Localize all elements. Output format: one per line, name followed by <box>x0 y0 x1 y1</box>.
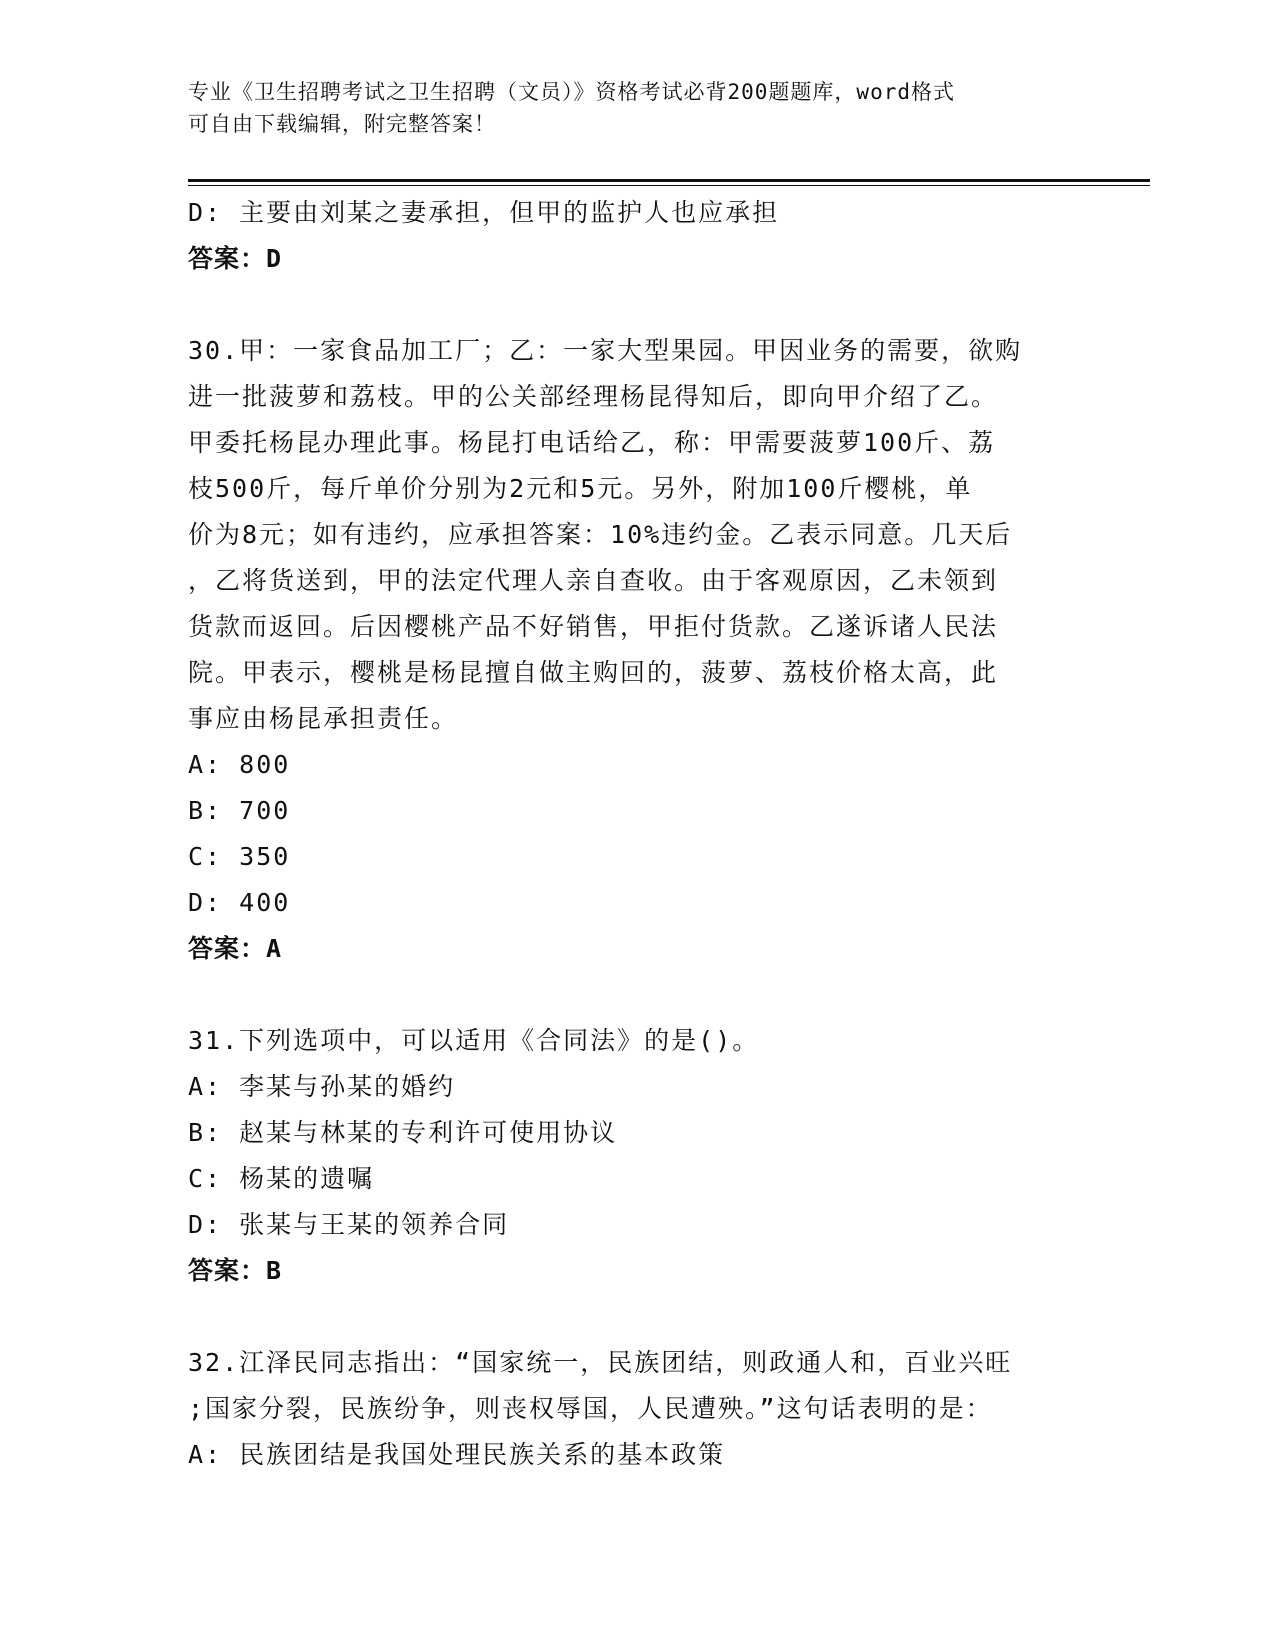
question-32-line: 32.江泽民同志指出：“国家统一，民族团结，则政通人和，百业兴旺 <box>188 1348 1013 1377</box>
spacer <box>188 972 1068 1018</box>
question-30-option-d: D: 400 <box>188 888 291 917</box>
question-content <box>188 190 1068 1478</box>
header-rule-thick <box>188 179 1150 182</box>
question-32-option-a: A: 民族团结是我国处理民族关系的基本政策 <box>188 1440 726 1469</box>
prev-answer: 答案：D <box>188 244 283 273</box>
prev-option-d: D: 主要由刘某之妻承担，但甲的监护人也应承担 <box>188 198 780 227</box>
question-30 <box>188 328 1068 972</box>
question-31-option-a: A: 李某与孙某的婚约 <box>188 1072 456 1101</box>
question-31-option-d: D: 张某与王某的领养合同 <box>188 1210 510 1239</box>
page-header <box>188 76 1068 140</box>
question-30-answer: 答案：A <box>188 934 283 963</box>
header-line-2: 可自由下载编辑，附完整答案！ <box>188 112 496 136</box>
spacer <box>188 1294 1068 1340</box>
question-32-line: ;国家分裂，民族纷争，则丧权辱国，人民遭殃。”这句话表明的是： <box>188 1394 993 1423</box>
question-30-line: 甲委托杨昆办理此事。杨昆打电话给乙，称：甲需要菠萝100斤、荔 <box>188 428 996 457</box>
question-30-line: 枝500斤，每斤单价分别为2元和5元。另外，附加100斤樱桃，单 <box>188 474 973 503</box>
question-30-option-a: A: 800 <box>188 750 291 779</box>
question-30-line: 价为8元；如有违约，应承担答案：10%违约金。乙表示同意。几天后 <box>188 520 1013 549</box>
question-32 <box>188 1340 1068 1478</box>
question-31-option-b: B: 赵某与林某的专利许可使用协议 <box>188 1118 618 1147</box>
question-31-text: 31.下列选项中，可以适用《合同法》的是()。 <box>188 1026 760 1055</box>
spacer <box>188 282 1068 328</box>
question-30-line: 院。甲表示，樱桃是杨昆擅自做主购回的，菠萝、荔枝价格太高，此 <box>188 658 999 687</box>
question-30-line: 30.甲：一家食品加工厂；乙：一家大型果园。甲因业务的需要，欲购 <box>188 336 1023 365</box>
question-31-option-c: C: 杨某的遗嘱 <box>188 1164 375 1193</box>
question-30-line: 货款而返回。后因樱桃产品不好销售，甲拒付货款。乙遂诉诸人民法 <box>188 612 999 641</box>
question-30-line: ，乙将货送到，甲的法定代理人亲自查收。由于客观原因，乙未领到 <box>188 566 999 595</box>
question-30-option-c: C: 350 <box>188 842 291 871</box>
question-30-line: 进一批菠萝和荔枝。甲的公关部经理杨昆得知后，即向甲介绍了乙。 <box>188 382 999 411</box>
question-31 <box>188 1018 1068 1294</box>
question-31-answer: 答案：B <box>188 1256 283 1285</box>
question-30-option-b: B: 700 <box>188 796 291 825</box>
header-line-1: 专业《卫生招聘考试之卫生招聘（文员）》资格考试必背200题题库，word格式 <box>188 80 955 104</box>
header-rule-thin <box>188 185 1150 186</box>
question-30-line: 事应由杨昆承担责任。 <box>188 704 459 733</box>
